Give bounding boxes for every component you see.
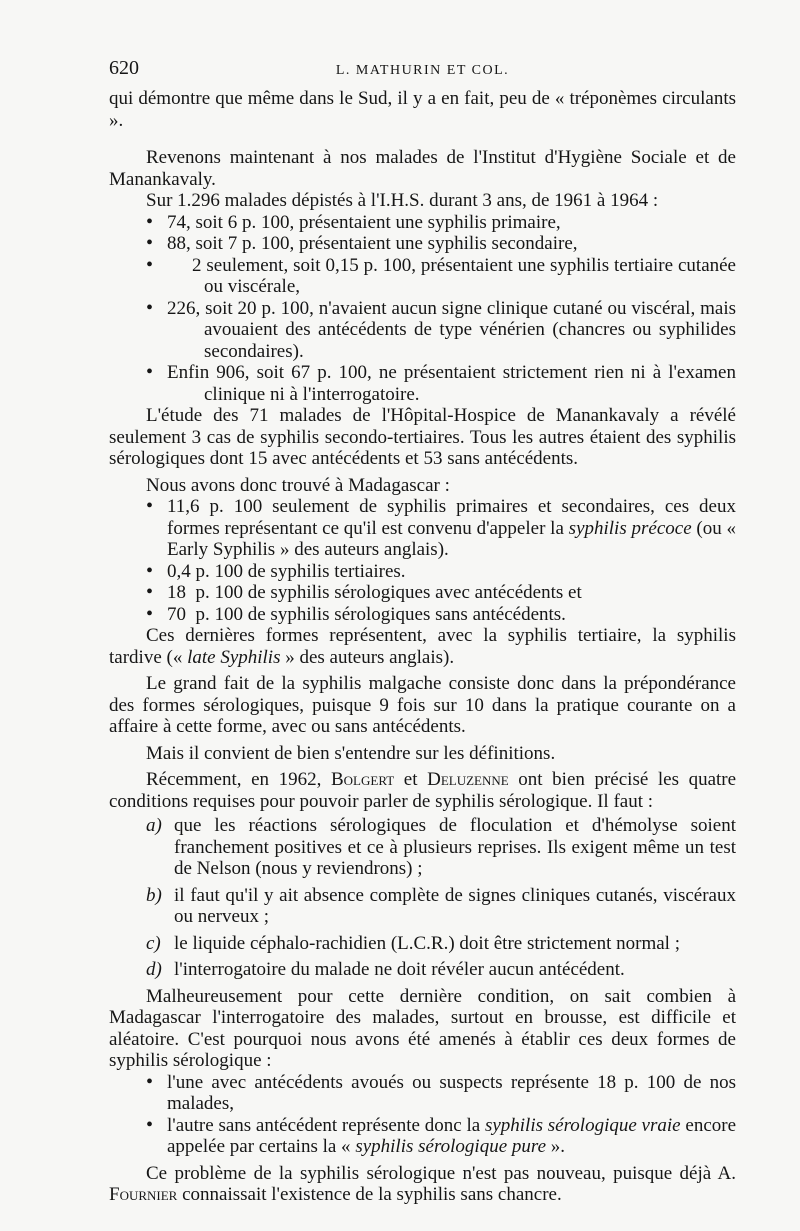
paragraph-nous: Nous avons donc trouvé à Madagascar : (146, 474, 450, 496)
condition-item: b) il faut qu'il y ait absence complète de signes cliniques cutanés, viscéraux ou nerveux ; (146, 884, 736, 927)
paragraph-ces: Ces dernières formes représentent, avec la syphilis tertiaire, la syphilis tardive (« late Syphilis » des auteurs anglais). (109, 625, 736, 668)
running-head: L. MATHURIN ET COL. (335, 63, 510, 78)
paragraph-sur: Sur 1.296 malades dépistés à l'I.H.S. durant 3 ans, de 1961 à 1964 : (146, 190, 659, 211)
condition-item: d) l'interrogatoire du malade ne doit révéler aucun antécédent. (146, 959, 625, 980)
list-item: • 0,4 p. 100 de syphilis tertiaires. (146, 561, 736, 583)
paragraph-malheureusement: Malheureusement pour cette dernière condition, on sait combien à Madagascar l'interrogatoire des malades, surtout en brousse, est difficile et aléatoire. C'est pourquoi nous avons été amenés à établir ces deux formes de syphilis sérologique : (109, 985, 736, 1071)
list-item: • l'autre sans antécédent représente donc la syphilis sérologique vraie encore appelée par certains la « syphilis sérologique pure ». (146, 1115, 736, 1158)
paragraph-etude: L'étude des 71 malades de l'Hôpital-Hospice de Manankavaly a révélé seulement 3 cas de syphilis secondo-tertiaires. Tous les autres étaient des syphilis sérologiques dont 15 avec antécédents et 53 sans antécédents. (109, 405, 736, 469)
list-item: • l'une avec antécédents avoués ou suspects représente 18 p. 100 de nos malades, (146, 1072, 736, 1115)
conditions-list (146, 815, 736, 981)
paragraph-revenons: Revenons maintenant à nos malades de l'Institut d'Hygiène Sociale et de Manankavaly. (109, 147, 736, 190)
serology-forms-list (146, 1072, 736, 1158)
page-number: 620 (109, 57, 139, 79)
ihs-results-list (146, 212, 736, 406)
paragraph-recemment: Récemment, en 1962, Bolgert et Deluzenne ont bien précisé les quatre conditions requises pour pouvoir parler de syphilis sérologique. Il faut : (109, 769, 737, 812)
list-item: • 70 p. 100 de syphilis sérologiques sans antécédents. (146, 604, 736, 626)
page-header (109, 58, 736, 88)
paragraph-final: Ce problème de la syphilis sérologique n'est pas nouveau, puisque déjà A. Fournier connaissait l'existence de la syphilis sans chancre. (109, 1162, 736, 1205)
list-item: • 88, soit 7 p. 100, présentaient une syphilis secondaire, (146, 233, 736, 255)
paragraph-grand-fait: Le grand fait de la syphilis malgache consiste donc dans la prépondérance des formes sérologiques, puisque 9 fois sur 10 dans la pratique courante on a affaire à cette forme, avec ou sans antécédents. (109, 673, 736, 737)
list-item: • 74, soit 6 p. 100, présentaient une syphilis primaire, (146, 212, 736, 234)
page-content (109, 58, 736, 1206)
condition-item: a) que les réactions sérologiques de floculation et d'hémolyse soient franchement positives et ce à plusieurs reprises. Ils exigent même un test de Nelson (nous y reviendrons) ; (146, 815, 736, 879)
list-item: • 18 p. 100 de syphilis sérologiques avec antécédents et (146, 582, 736, 604)
paragraph-mais: Mais il convient de bien s'entendre sur les définitions. (146, 742, 556, 764)
madagascar-results-list (146, 496, 736, 625)
list-item: • 11,6 p. 100 seulement de syphilis primaires et secondaires, ces deux formes représentant ce qu'il est convenu d'appeler la syphilis précoce (ou « Early Syphilis » des auteurs anglais). (146, 496, 736, 561)
list-item: • 226, soit 20 p. 100, n'avaient aucun signe clinique cutané ou viscéral, mais avouaient des antécédents de type vénérien (chancres ou syphilides secondaires). (146, 298, 736, 363)
list-item: • Enfin 906, soit 67 p. 100, ne présentaient strictement rien ni à l'examen clinique ni à l'interrogatoire. (146, 362, 736, 405)
list-item: • 2 seulement, soit 0,15 p. 100, présentaient une syphilis tertiaire cutanée ou viscérale, (146, 255, 736, 298)
condition-item: c) le liquide céphalo-rachidien (L.C.R.) doit être strictement normal ; (146, 932, 680, 954)
paragraph-intro: qui démontre que même dans le Sud, il y a en fait, peu de « tréponèmes circulants ». (109, 88, 736, 131)
